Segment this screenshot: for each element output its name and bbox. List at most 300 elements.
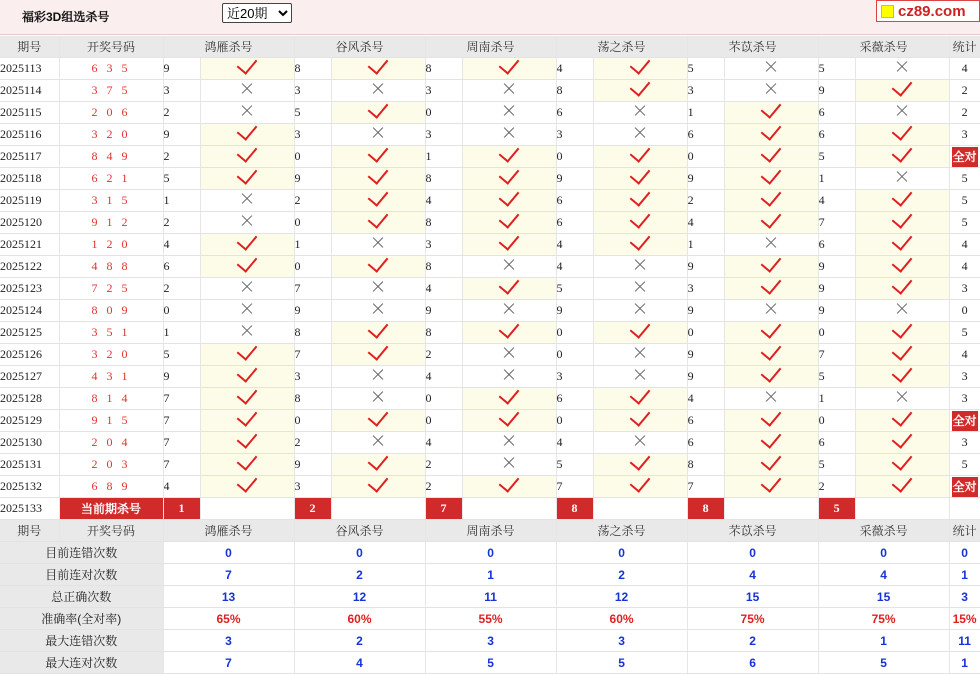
issue-number: 2025132 bbox=[0, 476, 59, 498]
cross-icon bbox=[634, 347, 646, 359]
correct-mark bbox=[331, 190, 425, 212]
summary-value: 75% bbox=[687, 608, 818, 630]
correct-mark bbox=[331, 344, 425, 366]
kill-number: 4 bbox=[556, 432, 593, 454]
issue-number: 2025116 bbox=[0, 124, 59, 146]
wrong-mark bbox=[593, 366, 687, 388]
header-row bbox=[0, 520, 980, 542]
cross-icon bbox=[896, 61, 908, 73]
stat-cell bbox=[949, 124, 980, 146]
summary-value: 6 bbox=[687, 652, 818, 674]
cross-icon bbox=[765, 303, 777, 315]
kill-number: 9 bbox=[687, 168, 724, 190]
check-icon bbox=[368, 410, 389, 427]
check-icon bbox=[499, 190, 520, 207]
stat-cell bbox=[949, 146, 980, 168]
correct-mark bbox=[855, 322, 949, 344]
cross-icon bbox=[503, 105, 515, 117]
wrong-mark bbox=[855, 388, 949, 410]
stat-cell bbox=[949, 300, 980, 322]
check-icon bbox=[892, 124, 913, 141]
correct-mark bbox=[200, 58, 294, 80]
correct-mark bbox=[593, 168, 687, 190]
empty-cell bbox=[200, 498, 294, 520]
summary-label: 最大连错次数 bbox=[0, 630, 163, 652]
summary-value: 15 bbox=[818, 586, 949, 608]
summary-value: 3 bbox=[556, 630, 687, 652]
check-icon bbox=[892, 454, 913, 471]
stat-cell bbox=[949, 80, 980, 102]
stat-value: 4 bbox=[961, 237, 968, 251]
correct-mark bbox=[462, 212, 556, 234]
stat-cell bbox=[949, 366, 980, 388]
summary-stat: 3 bbox=[949, 586, 980, 608]
summary-label: 总正确次数 bbox=[0, 586, 163, 608]
column-header: 芣苡杀号 bbox=[687, 36, 818, 58]
check-icon bbox=[630, 454, 651, 471]
check-icon bbox=[892, 344, 913, 361]
kill-number: 3 bbox=[425, 234, 462, 256]
kill-number: 4 bbox=[818, 190, 855, 212]
stat-value: 3 bbox=[961, 391, 968, 405]
cross-icon bbox=[634, 127, 646, 139]
check-icon bbox=[761, 146, 782, 163]
kill-number: 9 bbox=[818, 278, 855, 300]
kill-number: 9 bbox=[163, 366, 200, 388]
cross-icon bbox=[896, 105, 908, 117]
summary-value: 0 bbox=[556, 542, 687, 564]
correct-mark bbox=[855, 80, 949, 102]
stat-value: 3 bbox=[961, 369, 968, 383]
cross-icon bbox=[896, 391, 908, 403]
check-icon bbox=[630, 212, 651, 229]
check-icon bbox=[630, 322, 651, 339]
stat-value: 5 bbox=[961, 171, 968, 185]
check-icon bbox=[892, 190, 913, 207]
correct-mark bbox=[724, 322, 818, 344]
correct-mark bbox=[462, 190, 556, 212]
check-icon bbox=[761, 124, 782, 141]
wrong-mark bbox=[331, 300, 425, 322]
draw-number: 3 7 5 bbox=[59, 80, 163, 102]
correct-mark bbox=[331, 256, 425, 278]
kill-number: 0 bbox=[556, 410, 593, 432]
kill-number: 5 bbox=[163, 344, 200, 366]
current-kill-number: 5 bbox=[819, 498, 855, 519]
kill-number: 3 bbox=[294, 366, 331, 388]
column-header: 统计 bbox=[949, 520, 980, 542]
stat-cell bbox=[949, 190, 980, 212]
correct-mark bbox=[855, 256, 949, 278]
kill-number: 2 bbox=[425, 344, 462, 366]
draw-number: 4 3 1 bbox=[59, 366, 163, 388]
table-row bbox=[0, 300, 980, 322]
correct-mark bbox=[593, 146, 687, 168]
kill-number: 0 bbox=[556, 322, 593, 344]
column-header: 周南杀号 bbox=[425, 520, 556, 542]
correct-mark bbox=[593, 234, 687, 256]
check-icon bbox=[237, 146, 258, 163]
issue-number: 2025128 bbox=[0, 388, 59, 410]
kill-number-table bbox=[0, 36, 980, 674]
kill-number: 9 bbox=[687, 256, 724, 278]
kill-number: 4 bbox=[556, 234, 593, 256]
kill-number: 5 bbox=[556, 278, 593, 300]
check-icon bbox=[499, 410, 520, 427]
wrong-mark bbox=[200, 102, 294, 124]
wrong-mark bbox=[200, 278, 294, 300]
stat-cell bbox=[949, 168, 980, 190]
current-kill-number: 2 bbox=[295, 498, 331, 519]
kill-number: 4 bbox=[687, 388, 724, 410]
kill-number: 0 bbox=[687, 322, 724, 344]
cross-icon bbox=[634, 369, 646, 381]
check-icon bbox=[499, 168, 520, 185]
draw-number: 8 4 9 bbox=[59, 146, 163, 168]
check-icon bbox=[892, 278, 913, 295]
issue-number: 2025130 bbox=[0, 432, 59, 454]
kill-number: 0 bbox=[425, 102, 462, 124]
issue-number: 2025117 bbox=[0, 146, 59, 168]
issue-number: 2025125 bbox=[0, 322, 59, 344]
wrong-mark bbox=[593, 278, 687, 300]
wrong-mark bbox=[462, 300, 556, 322]
current-kill-cell bbox=[425, 498, 462, 520]
wrong-mark bbox=[331, 366, 425, 388]
summary-label: 准确率(全对率) bbox=[0, 608, 163, 630]
check-icon bbox=[892, 476, 913, 493]
kill-number: 3 bbox=[294, 124, 331, 146]
kill-number: 2 bbox=[294, 190, 331, 212]
draw-number: 3 1 5 bbox=[59, 190, 163, 212]
correct-mark bbox=[462, 234, 556, 256]
kill-number: 0 bbox=[425, 410, 462, 432]
check-icon bbox=[630, 410, 651, 427]
kill-number: 1 bbox=[818, 388, 855, 410]
correct-mark bbox=[593, 322, 687, 344]
kill-number: 1 bbox=[687, 102, 724, 124]
cross-icon bbox=[503, 83, 515, 95]
issue-number: 2025127 bbox=[0, 366, 59, 388]
kill-number: 9 bbox=[294, 454, 331, 476]
kill-number: 3 bbox=[556, 366, 593, 388]
check-icon bbox=[368, 58, 389, 75]
kill-number: 0 bbox=[818, 410, 855, 432]
check-icon bbox=[368, 168, 389, 185]
check-icon bbox=[368, 344, 389, 361]
kill-number: 4 bbox=[556, 58, 593, 80]
check-icon bbox=[237, 366, 258, 383]
summary-value: 0 bbox=[163, 542, 294, 564]
kill-number: 0 bbox=[818, 322, 855, 344]
summary-row bbox=[0, 564, 980, 586]
stat-value: 5 bbox=[961, 193, 968, 207]
summary-value: 2 bbox=[294, 564, 425, 586]
check-icon bbox=[368, 256, 389, 273]
kill-number: 1 bbox=[818, 168, 855, 190]
draw-number: 9 1 2 bbox=[59, 212, 163, 234]
kill-number: 7 bbox=[556, 476, 593, 498]
check-icon bbox=[761, 190, 782, 207]
correct-mark bbox=[593, 58, 687, 80]
check-icon bbox=[237, 388, 258, 405]
column-header: 期号 bbox=[0, 520, 59, 542]
wrong-mark bbox=[593, 344, 687, 366]
correct-mark bbox=[462, 58, 556, 80]
check-icon bbox=[237, 432, 258, 449]
wrong-mark bbox=[200, 300, 294, 322]
cross-icon bbox=[241, 303, 253, 315]
correct-mark bbox=[724, 344, 818, 366]
issue-number: 2025120 bbox=[0, 212, 59, 234]
check-icon bbox=[892, 146, 913, 163]
check-icon bbox=[761, 278, 782, 295]
column-header: 谷风杀号 bbox=[294, 36, 425, 58]
correct-mark bbox=[200, 256, 294, 278]
check-icon bbox=[761, 476, 782, 493]
table-row bbox=[0, 410, 980, 432]
summary-value: 3 bbox=[163, 630, 294, 652]
wrong-mark bbox=[724, 58, 818, 80]
summary-value: 4 bbox=[294, 652, 425, 674]
kill-number: 5 bbox=[818, 366, 855, 388]
cross-icon bbox=[896, 303, 908, 315]
stat-cell bbox=[949, 410, 980, 432]
table-row bbox=[0, 344, 980, 366]
current-kill-number: 1 bbox=[164, 498, 200, 519]
summary-value: 0 bbox=[425, 542, 556, 564]
issue-number: 2025121 bbox=[0, 234, 59, 256]
summary-value: 0 bbox=[818, 542, 949, 564]
correct-mark bbox=[331, 212, 425, 234]
table-row bbox=[0, 124, 980, 146]
column-header: 期号 bbox=[0, 36, 59, 58]
kill-number: 3 bbox=[163, 80, 200, 102]
kill-number: 1 bbox=[425, 146, 462, 168]
check-icon bbox=[761, 432, 782, 449]
summary-value: 5 bbox=[556, 652, 687, 674]
summary-value: 1 bbox=[425, 564, 556, 586]
summary-value: 55% bbox=[425, 608, 556, 630]
kill-number: 2 bbox=[425, 454, 462, 476]
kill-number: 2 bbox=[163, 146, 200, 168]
check-icon bbox=[892, 234, 913, 251]
column-header: 鸿雁杀号 bbox=[163, 36, 294, 58]
check-icon bbox=[630, 476, 651, 493]
kill-number: 6 bbox=[687, 124, 724, 146]
cross-icon bbox=[241, 281, 253, 293]
wrong-mark bbox=[200, 212, 294, 234]
correct-mark bbox=[462, 322, 556, 344]
check-icon bbox=[630, 80, 651, 97]
table-row bbox=[0, 454, 980, 476]
kill-number: 0 bbox=[163, 300, 200, 322]
cross-icon bbox=[765, 237, 777, 249]
cross-icon bbox=[634, 303, 646, 315]
check-icon bbox=[499, 146, 520, 163]
check-icon bbox=[892, 256, 913, 273]
summary-label: 目前连对次数 bbox=[0, 564, 163, 586]
kill-number: 7 bbox=[687, 476, 724, 498]
cross-icon bbox=[503, 457, 515, 469]
correct-mark bbox=[724, 256, 818, 278]
wrong-mark bbox=[331, 388, 425, 410]
kill-number: 3 bbox=[294, 476, 331, 498]
wrong-mark bbox=[462, 344, 556, 366]
check-icon bbox=[630, 190, 651, 207]
check-icon bbox=[368, 102, 389, 119]
check-icon bbox=[630, 234, 651, 251]
table-row bbox=[0, 432, 980, 454]
check-icon bbox=[237, 344, 258, 361]
kill-number: 4 bbox=[163, 234, 200, 256]
kill-number: 4 bbox=[425, 366, 462, 388]
wrong-mark bbox=[724, 80, 818, 102]
kill-number: 9 bbox=[818, 80, 855, 102]
kill-number: 5 bbox=[556, 454, 593, 476]
kill-number: 6 bbox=[556, 212, 593, 234]
correct-mark bbox=[331, 454, 425, 476]
current-kill-number: 7 bbox=[426, 498, 462, 519]
cross-icon bbox=[503, 259, 515, 271]
correct-mark bbox=[462, 146, 556, 168]
kill-number: 0 bbox=[425, 388, 462, 410]
current-kill-cell bbox=[294, 498, 331, 520]
summary-value: 60% bbox=[556, 608, 687, 630]
stat-value: 4 bbox=[961, 61, 968, 75]
table-row bbox=[0, 146, 980, 168]
summary-value: 2 bbox=[687, 630, 818, 652]
correct-mark bbox=[331, 168, 425, 190]
kill-number: 4 bbox=[687, 212, 724, 234]
kill-number: 2 bbox=[294, 432, 331, 454]
column-header: 采薇杀号 bbox=[818, 36, 949, 58]
kill-number: 9 bbox=[294, 168, 331, 190]
correct-mark bbox=[593, 388, 687, 410]
stat-value: 4 bbox=[961, 259, 968, 273]
cross-icon bbox=[372, 281, 384, 293]
draw-number: 8 1 4 bbox=[59, 388, 163, 410]
cross-icon bbox=[241, 83, 253, 95]
stat-value: 3 bbox=[961, 127, 968, 141]
correct-mark bbox=[462, 278, 556, 300]
summary-row bbox=[0, 630, 980, 652]
page-title: 福彩3D组选杀号 bbox=[22, 10, 110, 24]
correct-mark bbox=[855, 432, 949, 454]
stat-value: 3 bbox=[961, 281, 968, 295]
cross-icon bbox=[372, 435, 384, 447]
wrong-mark bbox=[724, 300, 818, 322]
correct-mark bbox=[593, 80, 687, 102]
draw-number: 4 8 8 bbox=[59, 256, 163, 278]
correct-mark bbox=[593, 190, 687, 212]
column-header: 芣苡杀号 bbox=[687, 520, 818, 542]
issue-number: 2025118 bbox=[0, 168, 59, 190]
check-icon bbox=[368, 190, 389, 207]
issue-number: 2025119 bbox=[0, 190, 59, 212]
correct-mark bbox=[200, 454, 294, 476]
correct-mark bbox=[462, 410, 556, 432]
kill-number: 8 bbox=[425, 212, 462, 234]
empty-cell bbox=[331, 498, 425, 520]
summary-row bbox=[0, 652, 980, 674]
draw-number: 3 5 1 bbox=[59, 322, 163, 344]
check-icon bbox=[761, 212, 782, 229]
summary-label: 最大连对次数 bbox=[0, 652, 163, 674]
current-kill-number: 8 bbox=[557, 498, 593, 519]
wrong-mark bbox=[593, 124, 687, 146]
summary-value: 65% bbox=[163, 608, 294, 630]
column-header: 鸿雁杀号 bbox=[163, 520, 294, 542]
kill-number: 8 bbox=[294, 58, 331, 80]
correct-mark bbox=[724, 168, 818, 190]
kill-number: 1 bbox=[294, 234, 331, 256]
kill-number: 3 bbox=[425, 80, 462, 102]
summary-value: 2 bbox=[556, 564, 687, 586]
summary-value: 0 bbox=[687, 542, 818, 564]
cross-icon bbox=[503, 435, 515, 447]
summary-stat: 1 bbox=[949, 564, 980, 586]
empty-cell bbox=[593, 498, 687, 520]
current-kill-cell bbox=[556, 498, 593, 520]
brand-logo[interactable] bbox=[876, 0, 980, 22]
kill-number: 8 bbox=[556, 80, 593, 102]
correct-mark bbox=[855, 278, 949, 300]
wrong-mark bbox=[593, 432, 687, 454]
current-kill-cell bbox=[163, 498, 200, 520]
kill-number: 8 bbox=[425, 256, 462, 278]
wrong-mark bbox=[200, 80, 294, 102]
kill-number: 6 bbox=[556, 102, 593, 124]
empty-cell bbox=[462, 498, 556, 520]
issue-number: 2025129 bbox=[0, 410, 59, 432]
check-icon bbox=[892, 366, 913, 383]
wrong-mark bbox=[462, 432, 556, 454]
kill-number: 2 bbox=[687, 190, 724, 212]
issue-number: 2025113 bbox=[0, 58, 59, 80]
check-icon bbox=[761, 168, 782, 185]
summary-value: 75% bbox=[818, 608, 949, 630]
kill-number: 9 bbox=[687, 344, 724, 366]
cross-icon bbox=[503, 347, 515, 359]
cross-icon bbox=[372, 237, 384, 249]
table-row bbox=[0, 58, 980, 80]
check-icon bbox=[499, 278, 520, 295]
kill-number: 7 bbox=[163, 388, 200, 410]
check-icon bbox=[761, 102, 782, 119]
kill-number: 2 bbox=[818, 476, 855, 498]
stat-cell bbox=[949, 278, 980, 300]
kill-number: 9 bbox=[818, 300, 855, 322]
check-icon bbox=[237, 454, 258, 471]
draw-number: 3 2 0 bbox=[59, 124, 163, 146]
correct-mark bbox=[855, 454, 949, 476]
kill-number: 6 bbox=[818, 102, 855, 124]
kill-number: 7 bbox=[294, 344, 331, 366]
summary-stat: 15% bbox=[949, 608, 980, 630]
check-icon bbox=[630, 58, 651, 75]
brand-text: cz89.com bbox=[898, 2, 966, 20]
correct-mark bbox=[855, 146, 949, 168]
check-icon bbox=[892, 212, 913, 229]
kill-number: 2 bbox=[163, 212, 200, 234]
kill-number: 0 bbox=[556, 146, 593, 168]
kill-number: 2 bbox=[163, 102, 200, 124]
stat-cell bbox=[949, 256, 980, 278]
table-row bbox=[0, 190, 980, 212]
kill-number: 8 bbox=[425, 322, 462, 344]
period-select[interactable] bbox=[222, 3, 292, 23]
